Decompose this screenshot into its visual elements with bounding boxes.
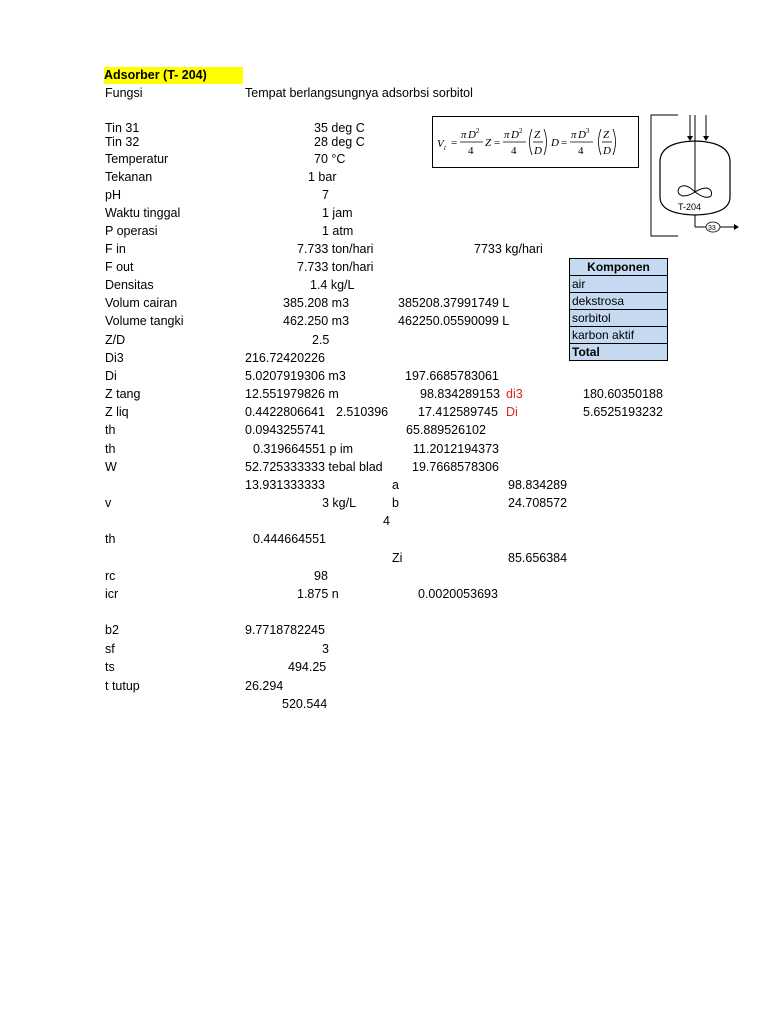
formula-d-3: D — [534, 145, 542, 157]
komponen-total: Total — [570, 344, 668, 361]
zliq-value2: 17.412589745 — [418, 405, 498, 419]
formula-four-3: 4 — [578, 145, 584, 157]
komponen-row — [570, 310, 668, 327]
th1-value: 0.0943255741 — [245, 423, 325, 437]
di-value: 5.0207919306 m3 — [245, 369, 346, 383]
fungsi-value: Tempat berlangsungnya adsorbsi sorbitol — [245, 86, 473, 100]
formula-d-1: D — [468, 129, 476, 141]
tin32-label: Tin 32 — [105, 135, 140, 149]
komponen-item-dekstrosa: dekstrosa — [570, 293, 668, 310]
rc-value: 98 — [314, 569, 328, 583]
formula-paren-close-1 — [544, 129, 547, 155]
formula-paren-close-2 — [613, 129, 616, 155]
icr-value: 1.875 n — [297, 587, 339, 601]
volume-formula — [432, 116, 639, 168]
volume-formula-svg — [433, 117, 638, 167]
fout-label: F out — [105, 260, 134, 274]
komponen-total-row — [570, 344, 668, 361]
ztang-label: Z tang — [105, 387, 141, 401]
formula-sq-1: 2 — [476, 127, 480, 135]
formula-cube: 3 — [586, 127, 590, 135]
ttutup-value: 26.294 — [245, 679, 284, 693]
formula-pi-3: π — [571, 129, 577, 141]
volum-cairan-label: Volum cairan — [105, 296, 178, 310]
tin31-value: 35 deg C — [314, 121, 365, 135]
komponen-table — [569, 258, 668, 361]
formula-lhs-sub: t — [444, 144, 446, 152]
tank-label: T-204 — [678, 202, 702, 212]
komponen-header-row — [570, 259, 668, 276]
ts-value: 494.25 — [288, 660, 327, 674]
zliq-mid: 2.510396 — [336, 405, 389, 419]
zi-value2: 85.656384 — [508, 551, 568, 565]
sheet-title: Adsorber (T- 204) — [104, 67, 243, 84]
b-value2: 24.708572 — [508, 496, 568, 510]
ztang-value: 12.551979826 m — [245, 387, 339, 401]
th2-value: 0.319664551 p im — [253, 442, 354, 456]
th1-value2: 65.889526102 — [406, 423, 486, 437]
formula-d-2: D — [511, 129, 519, 141]
komponen-header: Komponen — [570, 259, 668, 276]
poperasi-value: 1 atm — [322, 224, 354, 238]
formula-z-1: Z — [485, 137, 492, 149]
rc-label: rc — [105, 569, 116, 583]
poperasi-label: P operasi — [105, 224, 158, 238]
zi-label: Zi — [392, 551, 403, 565]
th2-label: th — [105, 442, 116, 456]
total-last-value: 520.544 — [282, 697, 328, 711]
waktu-value: 1 jam — [322, 206, 353, 220]
tank-frame-bracket — [651, 115, 678, 236]
zd-label: Z/D — [105, 333, 126, 347]
komponen-row — [570, 293, 668, 310]
zliq-value: 0.4422806641 — [245, 405, 325, 419]
fin-label: F in — [105, 242, 126, 256]
tin31-label: Tin 31 — [105, 121, 140, 135]
tank-diagram — [648, 112, 743, 238]
icr-label: icr — [105, 587, 119, 601]
th1-label: th — [105, 423, 116, 437]
th3-value: 0.444664551 — [253, 532, 326, 546]
tank-outlet-arrow — [734, 224, 739, 230]
temperatur-value — [314, 152, 345, 167]
formula-paren-open-2 — [599, 129, 602, 155]
fout-value: 7.733 ton/hari — [297, 260, 374, 274]
b-label: b — [392, 496, 399, 510]
tekanan-value: 1 bar — [308, 170, 337, 184]
tekanan-label: Tekanan — [105, 170, 153, 184]
tin32-value: 28 deg C — [314, 135, 365, 149]
volume-tangki-value: 462.250 m3 — [283, 314, 350, 328]
zliq-label: Z liq — [105, 405, 129, 419]
formula-z-3: Z — [603, 129, 610, 141]
formula-four-2: 4 — [511, 145, 517, 157]
ph-value: 7 — [322, 188, 329, 202]
zliq-tag: Di — [506, 405, 518, 419]
formula-eq-2: = — [494, 137, 501, 149]
ph-label: pH — [105, 188, 121, 202]
komponen-row — [570, 276, 668, 293]
th2-value2: 11.2012194373 — [413, 442, 499, 456]
sf-value: 3 — [322, 642, 329, 656]
formula-d-4: D — [551, 137, 559, 149]
komponen-item-sorbitol: sorbitol — [570, 310, 668, 327]
temperatur-label: Temperatur — [105, 152, 169, 166]
di3-label: Di3 — [105, 351, 124, 365]
fin-value: 7.733 ton/hari — [297, 242, 374, 256]
a-label: a — [392, 478, 399, 492]
w-label: W — [105, 460, 117, 474]
zd-value: 2.5 — [312, 333, 330, 347]
volum-cairan-value2: 385208.37991749 L — [398, 296, 510, 310]
di3-value: 216.72420226 — [245, 351, 325, 365]
icr-value2: 0.0020053693 — [418, 587, 498, 601]
formula-pi-1: π — [461, 129, 467, 141]
volum-cairan-value: 385.208 m3 — [283, 296, 350, 310]
temperatur-unit: °C — [331, 152, 346, 166]
formula-d-6: D — [603, 145, 611, 157]
komponen-item-karbon-aktif: karbon aktif — [570, 327, 668, 344]
w-value2: 19.7668578306 — [412, 460, 499, 474]
ztang-tag: di3 — [506, 387, 523, 401]
tank-inlet-arrow-2 — [703, 136, 709, 141]
fungsi-label: Fungsi — [105, 86, 143, 100]
b2-value: 9.7718782245 — [245, 623, 325, 637]
formula-four-1: 4 — [468, 145, 474, 157]
formula-z-2: Z — [534, 129, 541, 141]
a-value2: 98.834289 — [508, 478, 568, 492]
waktu-label: Waktu tinggal — [105, 206, 181, 220]
formula-lhs: V — [437, 138, 444, 150]
komponen-item-air: air — [570, 276, 668, 293]
w-value: 52.725333333 tebal blad — [245, 460, 383, 474]
tank-diagram-svg — [648, 112, 743, 238]
a-left-value: 13.931333333 — [245, 478, 325, 492]
ztang-value2: 98.834289153 — [420, 387, 500, 401]
formula-sq-2: 2 — [519, 127, 523, 135]
formula-pi-2: π — [504, 129, 510, 141]
four-value: 4 — [383, 514, 390, 528]
tank-inlet-arrow-1 — [687, 136, 693, 141]
zliq-value3: 5.6525193232 — [583, 405, 663, 419]
v-label: v — [105, 496, 112, 510]
sf-label: sf — [105, 642, 115, 656]
formula-eq-3: = — [561, 137, 568, 149]
b2-label: b2 — [105, 623, 119, 637]
densitas-label: Densitas — [105, 278, 154, 292]
th3-label: th — [105, 532, 116, 546]
densitas-value: 1.4 kg/L — [310, 278, 355, 292]
formula-paren-open-1 — [530, 129, 533, 155]
ztang-value3: 180.60350188 — [583, 387, 663, 401]
komponen-row — [570, 327, 668, 344]
volume-tangki-label: Volume tangki — [105, 314, 184, 328]
formula-eq-1: = — [451, 137, 458, 149]
volume-tangki-value2: 462250.05590099 L — [398, 314, 510, 328]
fin-value2: 7733 kg/hari — [474, 242, 543, 256]
formula-d-5: D — [578, 129, 586, 141]
di-label: Di — [105, 369, 117, 383]
ts-label: ts — [105, 660, 115, 674]
stream-number: 33 — [708, 225, 716, 232]
ttutup-label: t tutup — [105, 679, 140, 693]
v-value: 3 kg/L — [322, 496, 357, 510]
di-value2: 197.6685783061 — [405, 369, 499, 383]
temperatur-number: 70 — [314, 152, 328, 166]
